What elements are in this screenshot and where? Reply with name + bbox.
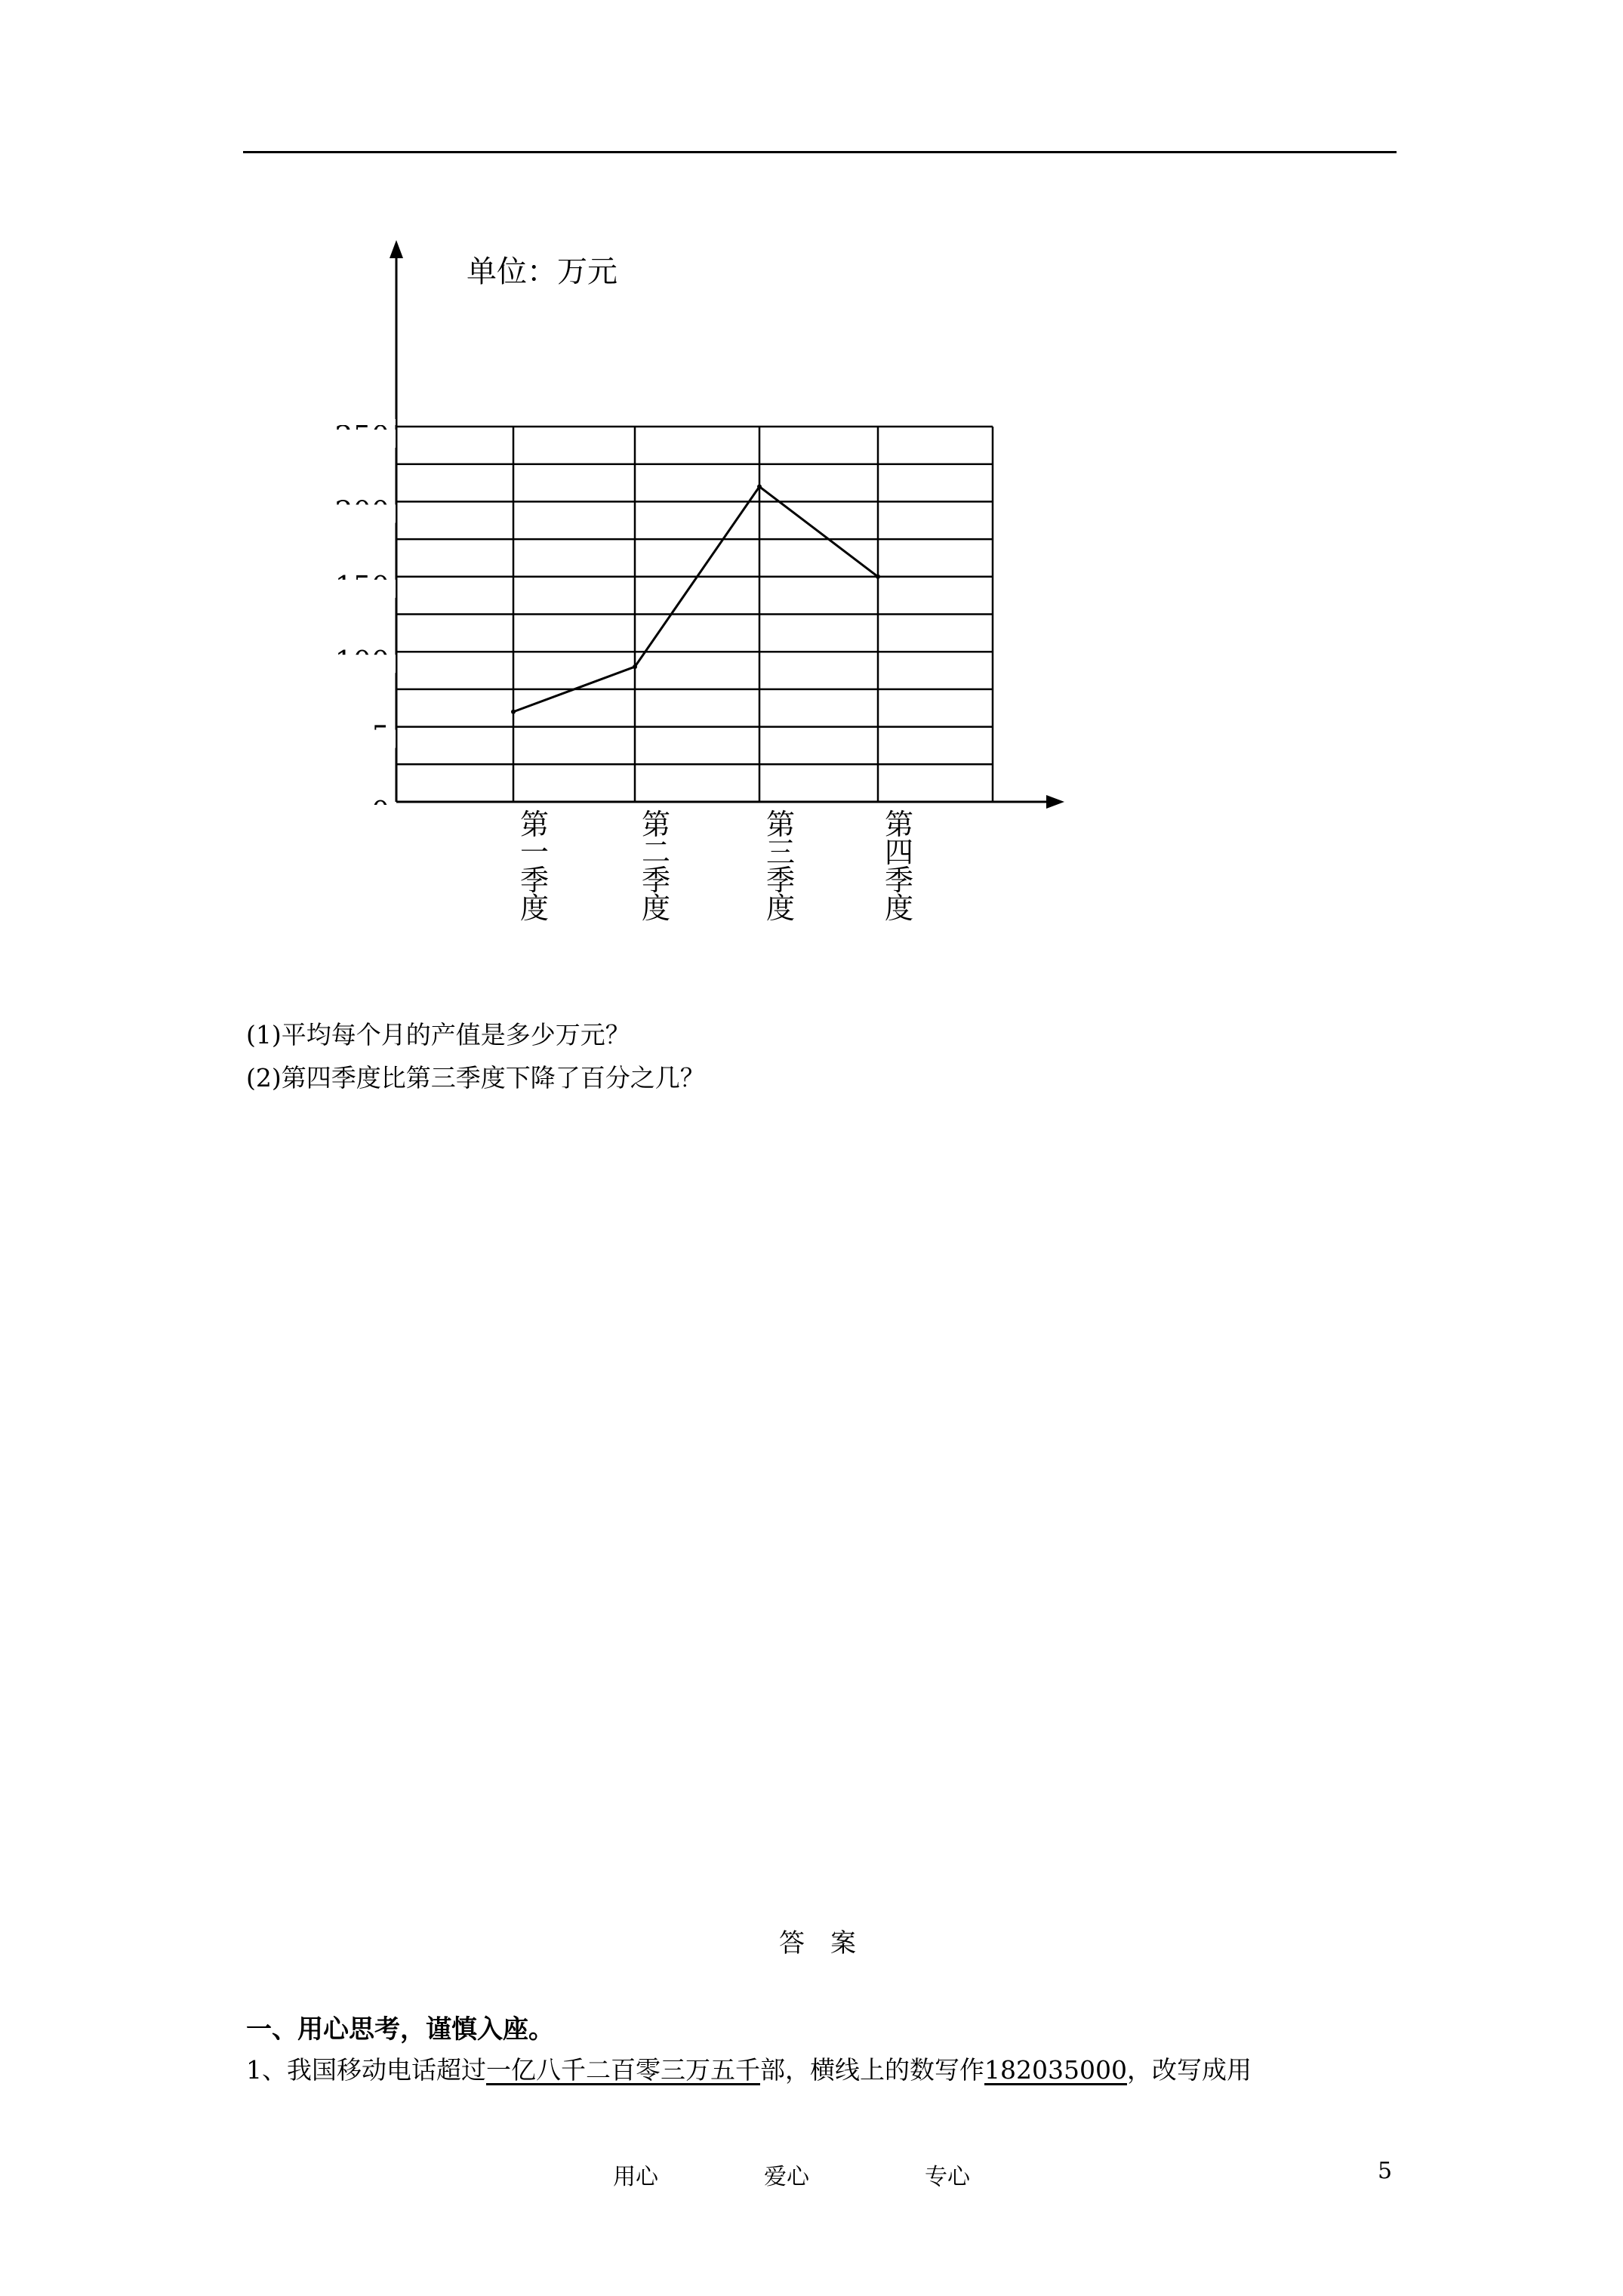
data-point [633, 664, 637, 669]
y-label-mask [332, 430, 396, 448]
x-category-label-char: 四 [884, 836, 914, 869]
x-category-label-char: 第 [884, 808, 914, 841]
footer-center: 爱心 [764, 2164, 809, 2190]
chart-grid [396, 427, 993, 802]
section-title: 一、用心思考，谨慎入座。 [246, 2014, 554, 2045]
x-category-label-char: 季 [765, 864, 796, 897]
question-2: (2)第四季度比第三季度下降了百分之几？ [246, 1063, 705, 1093]
y-label-mask [332, 419, 396, 425]
data-point [511, 710, 516, 714]
item-text: 部，横线上的数写作 [760, 2055, 984, 2085]
unit-label: 单位：万元 [467, 254, 617, 289]
underlined-answer-number: 182035000 [984, 2055, 1127, 2085]
data-point [757, 485, 762, 489]
question-1: (1)平均每个月的产值是多少万元？ [246, 1020, 630, 1049]
answer-item-1 [246, 2051, 1252, 2086]
chart-axes [390, 240, 1064, 809]
item-text: ，改写成用 [1126, 2055, 1252, 2085]
answer-title: 答案 [779, 1928, 882, 1959]
data-series [511, 485, 880, 714]
line-chart [0, 0, 1623, 982]
y-label-mask [332, 655, 396, 673]
y-label-mask [332, 730, 396, 748]
y-label-mask [332, 504, 396, 522]
x-category-label-char: 度 [641, 892, 671, 925]
x-category-label-char: 季 [641, 864, 671, 897]
x-category-label-char: 三 [765, 836, 796, 869]
x-category-label-char: 第 [519, 808, 550, 841]
y-tick-labels [332, 419, 396, 828]
item-text: 1、我国移动电话超过 [246, 2055, 486, 2085]
x-category-label-char: 第 [765, 808, 796, 841]
underlined-answer-words: 一亿八千二百零三万五千 [486, 2055, 760, 2085]
x-category-label-char: 度 [519, 892, 550, 925]
x-category-label-char: 季 [884, 864, 914, 897]
y-label-mask [332, 580, 396, 598]
x-category-label-char: 季 [519, 864, 550, 897]
data-point [876, 575, 880, 579]
footer-left: 用心 [613, 2164, 658, 2190]
x-category-labels [520, 808, 913, 925]
x-category-label-char: 度 [884, 892, 914, 925]
x-category-label-char: 度 [765, 892, 796, 925]
page-number: 5 [1378, 2158, 1393, 2184]
footer-right: 专心 [925, 2164, 970, 2190]
x-category-label-char: 第 [641, 808, 671, 841]
x-category-label-char: 二 [641, 836, 671, 869]
series-line [513, 487, 878, 712]
y-label-mask [332, 805, 396, 823]
x-category-label-char: 一 [519, 836, 550, 869]
